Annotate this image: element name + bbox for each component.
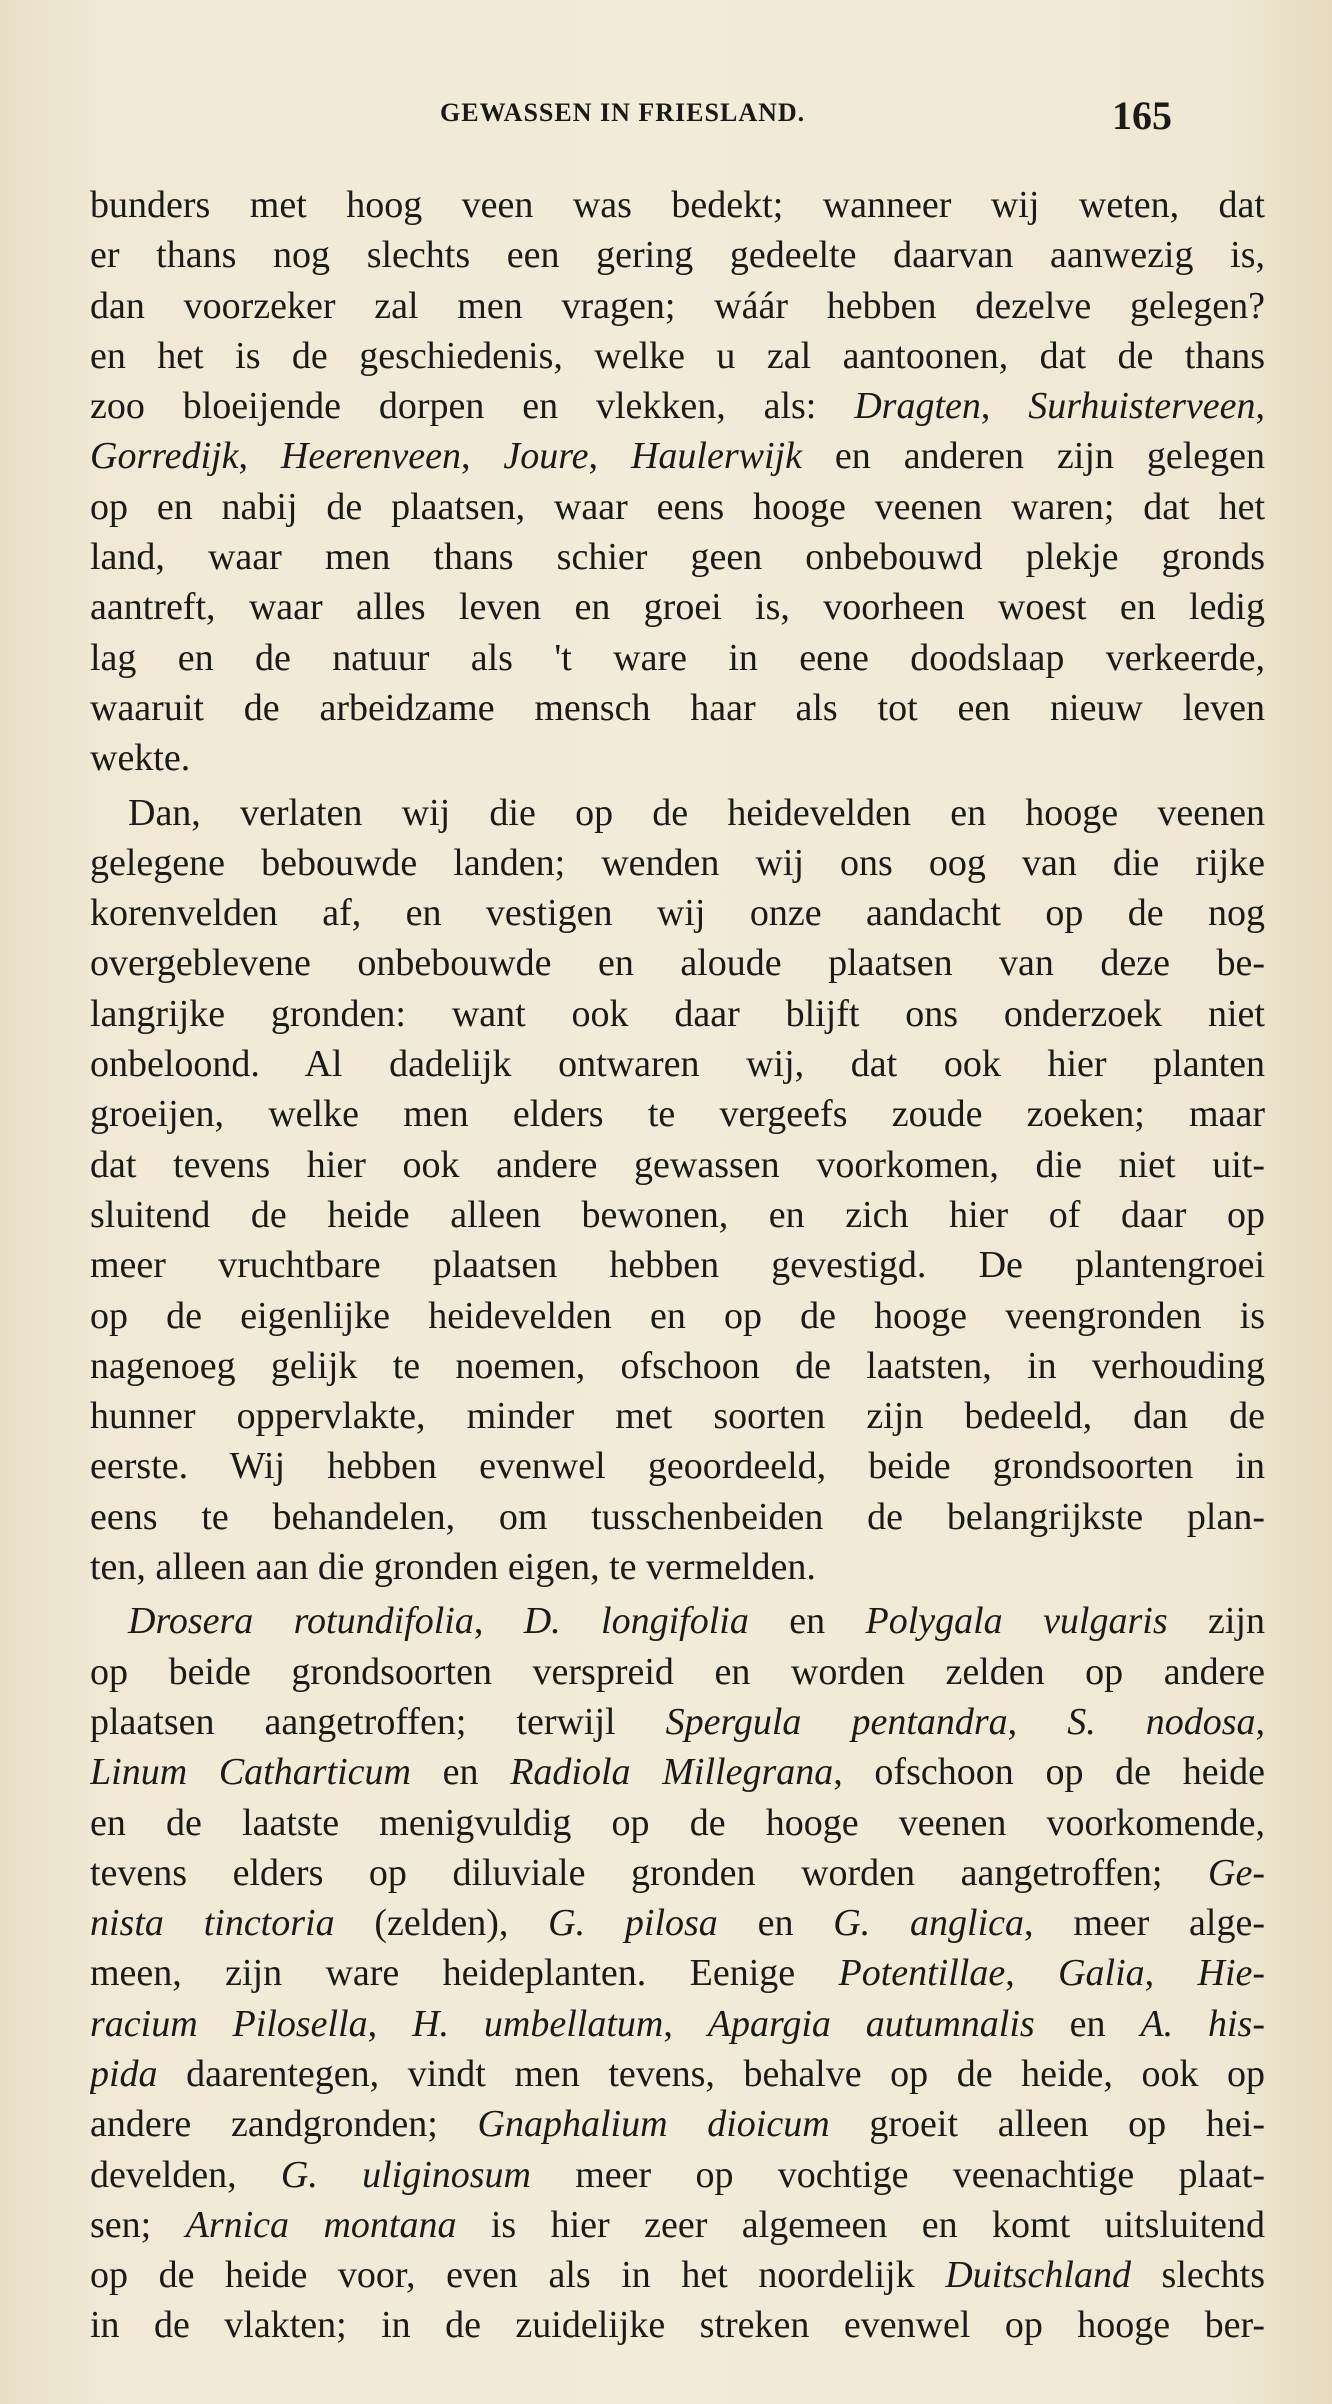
text-line: andere zandgronden; Gnaphalium dioicum groeit alleen op hei- (90, 2103, 1265, 2146)
text-line: waaruit de arbeidzame mensch haar als tot een nieuw leven (90, 686, 1265, 729)
text-line: tevens elders op diluviale gronden worden aangetroffen; Ge- (90, 1851, 1265, 1894)
text-line: develden, G. uliginosum meer op vochtige veenachtige plaat- (90, 2153, 1265, 2196)
text-line: sluitend de heide alleen bewonen, en zich hier of daar op (90, 1193, 1265, 1236)
text-line: op beide grondsoorten verspreid en worden zelden op andere (90, 1650, 1265, 1693)
text-line: aantreft, waar alles leven en groei is, voorheen woest en ledig (90, 586, 1265, 629)
text-line: eens te behandelen, om tusschenbeiden de belangrijkste plan- (90, 1495, 1265, 1538)
running-head: GEWASSEN IN FRIESLAND. (440, 98, 806, 127)
text-line: meer vruchtbare plaatsen hebben gevestigd. De plantengroei (90, 1244, 1265, 1287)
text-line: op de eigenlijke heidevelden en op de hooge veengronden is (90, 1294, 1265, 1337)
text-line: sen; Arnica montana is hier zeer algemeen en komt uitsluitend (90, 2203, 1265, 2246)
text-line: op en nabij de plaatsen, waar eens hooge veenen waren; dat het (90, 485, 1265, 528)
text-line: overgeblevene onbebouwde en aloude plaatsen van deze be- (90, 942, 1265, 985)
text-line: dan voorzeker zal men vragen; wáár hebben dezelve gelegen? (90, 284, 1265, 327)
text-line: eerste. Wij hebben evenwel geoordeeld, beide grondsoorten in (90, 1445, 1265, 1488)
page-header (90, 92, 1252, 152)
text-line: en de laatste menigvuldig op de hooge veenen voorkomende, (90, 1801, 1265, 1844)
text-line: hunner oppervlakte, minder met soorten zijn bedeeld, dan de (90, 1395, 1265, 1438)
text-line: wekte. (90, 737, 191, 780)
text-line: lag en de natuur als 't ware in eene doodslaap verkeerde, (90, 636, 1265, 679)
text-line: gelegene bebouwde landen; wenden wij ons oog van die rijke (90, 841, 1265, 884)
text-line: land, waar men thans schier geen onbebouwd plekje gronds (90, 536, 1265, 579)
text-line: nagenoeg gelijk te noemen, ofschoon de laatsten, in verhouding (90, 1344, 1265, 1387)
text-line: nista tinctoria (zelden), G. pilosa en G. anglica, meer alge- (90, 1902, 1265, 1945)
text-line: in de vlakten; in de zuidelijke streken evenwel op hooge ber- (90, 2304, 1265, 2347)
text-line: dat tevens hier ook andere gewassen voorkomen, die niet uit- (90, 1143, 1265, 1186)
text-line: plaatsen aangetroffen; terwijl Spergula pentandra, S. nodosa, (90, 1700, 1265, 1743)
text-line: ten, alleen aan die gronden eigen, te vermelden. (90, 1546, 816, 1589)
text-line: bunders met hoog veen was bedekt; wanneer wij weten, dat (90, 184, 1265, 226)
text-line: zoo bloeijende dorpen en vlekken, als: Dragten, Surhuisterveen, (90, 385, 1265, 428)
text-line: Drosera rotundifolia, D. longifolia en Polygala vulgaris zijn (128, 1600, 1265, 1643)
text-line: pida daarentegen, vindt men tevens, behalve op de heide, ook op (90, 2052, 1265, 2095)
text-line: onbeloond. Al dadelijk ontwaren wij, dat ook hier planten (90, 1043, 1265, 1086)
text-line: racium Pilosella, H. umbellatum, Apargia autumnalis en A. his- (90, 2002, 1265, 2045)
text-line: en het is de geschiedenis, welke u zal aantoonen, dat de thans (90, 334, 1265, 377)
body-text (90, 180, 1265, 2351)
text-line: op de heide voor, even als in het noordelijk Duitschland slechts (90, 2254, 1265, 2297)
text-line: Linum Catharticum en Radiola Millegrana, ofschoon op de heide (90, 1751, 1265, 1794)
text-line: Dan, verlaten wij die op de heidevelden en hooge veenen (128, 791, 1265, 834)
text-line: Gorredijk, Heerenveen, Joure, Haulerwijk en anderen zijn gelegen (90, 435, 1265, 478)
text-line: korenvelden af, en vestigen wij onze aandacht op de nog (90, 892, 1265, 935)
text-line: meen, zijn ware heideplanten. Eenige Potentillae, Galia, Hie- (90, 1952, 1265, 1995)
text-line: groeijen, welke men elders te vergeefs zoude zoeken; maar (90, 1093, 1265, 1136)
text-line: langrijke gronden: want ook daar blijft ons onderzoek niet (90, 992, 1265, 1035)
text-line: er thans nog slechts een gering gedeelte daarvan aanwezig is, (90, 234, 1265, 277)
page-number: 165 (1112, 93, 1172, 138)
